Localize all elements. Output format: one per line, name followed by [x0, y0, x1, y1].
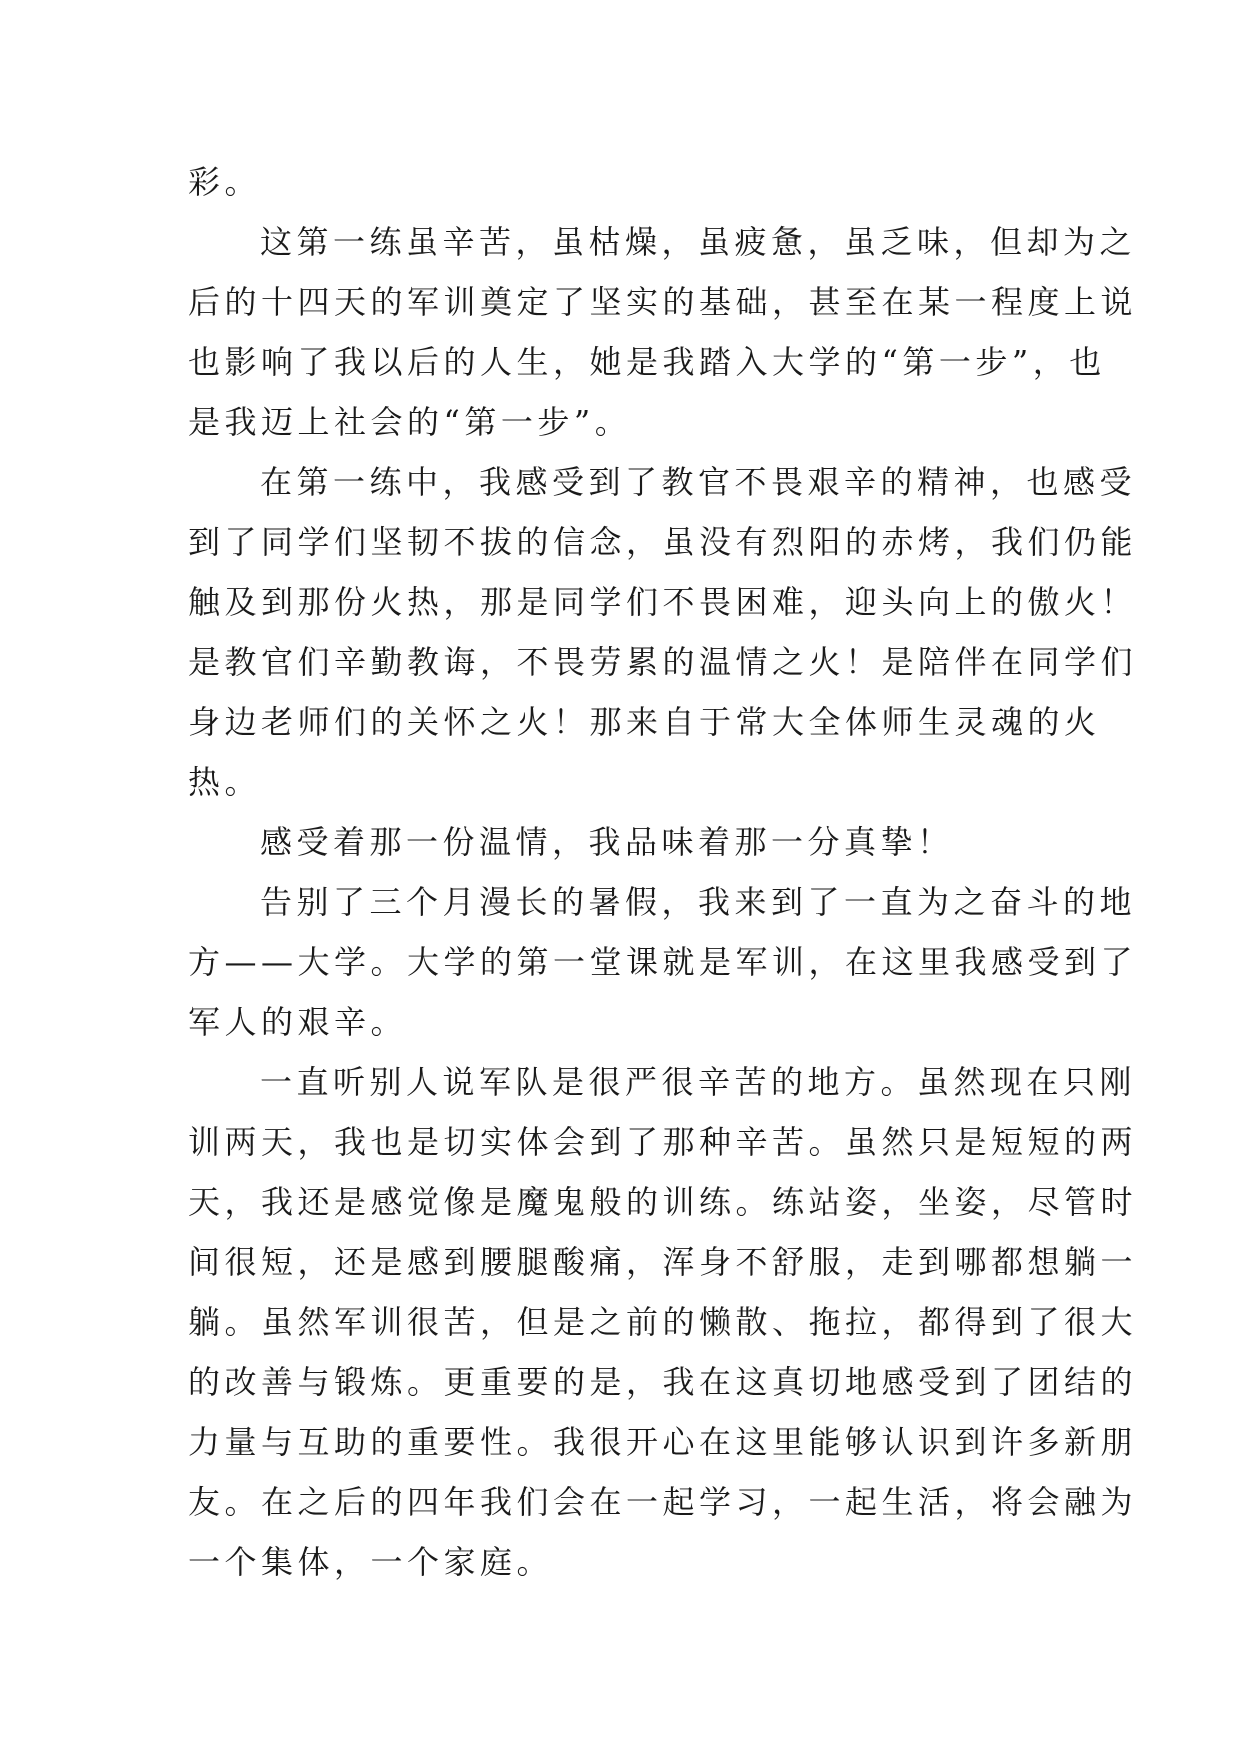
text-line: 触及到那份火热，那是同学们不畏困难，迎头向上的傲火！	[188, 583, 1138, 621]
text-line: 间很短，还是感到腰腿酸痛，浑身不舒服，走到哪都想躺一	[188, 1243, 1138, 1281]
text-line: 彩。	[188, 163, 262, 201]
text-line: 在第一练中，我感受到了教官不畏艰辛的精神，也感受	[260, 463, 1137, 501]
text-line: 方——大学。大学的第一堂课就是军训，在这里我感受到了	[188, 943, 1138, 981]
text-line: 是我迈上社会的“第一步”。	[188, 403, 632, 441]
text-line: 也影响了我以后的人生，她是我踏入大学的“第一步”，也	[188, 343, 1106, 381]
text-line: 一个集体，一个家庭。	[188, 1543, 554, 1581]
text-line: 到了同学们坚韧不拔的信念，虽没有烈阳的赤烤，我们仍能	[188, 523, 1138, 561]
text-line: 后的十四天的军训奠定了坚实的基础，甚至在某一程度上说	[188, 283, 1138, 321]
text-line: 的改善与锻炼。更重要的是，我在这真切地感受到了团结的	[188, 1363, 1138, 1401]
text-line: 友。在之后的四年我们会在一起学习，一起生活，将会融为	[188, 1483, 1138, 1521]
text-line: 天，我还是感觉像是魔鬼般的训练。练站姿，坐姿，尽管时	[188, 1183, 1138, 1221]
text-line: 一直听别人说军队是很严很辛苦的地方。虽然现在只刚	[260, 1063, 1137, 1101]
text-line: 军人的艰辛。	[188, 1003, 408, 1041]
text-line: 告别了三个月漫长的暑假，我来到了一直为之奋斗的地	[260, 883, 1137, 921]
text-line: 感受着那一份温情，我品味着那一分真挚！	[260, 823, 954, 861]
text-line: 躺。虽然军训很苦，但是之前的懒散、拖拉，都得到了很大	[188, 1303, 1138, 1341]
text-line: 热。	[188, 763, 262, 801]
text-line: 这第一练虽辛苦，虽枯燥，虽疲惫，虽乏味，但却为之	[260, 223, 1137, 261]
text-line: 力量与互助的重要性。我很开心在这里能够认识到许多新朋	[188, 1423, 1138, 1461]
document-body	[188, 152, 1138, 1592]
text-line: 训两天，我也是切实体会到了那种辛苦。虽然只是短短的两	[188, 1123, 1138, 1161]
text-line: 身边老师们的关怀之火！那来自于常大全体师生灵魂的火	[188, 703, 1101, 741]
text-line: 是教官们辛勤教诲，不畏劳累的温情之火！是陪伴在同学们	[188, 643, 1138, 681]
